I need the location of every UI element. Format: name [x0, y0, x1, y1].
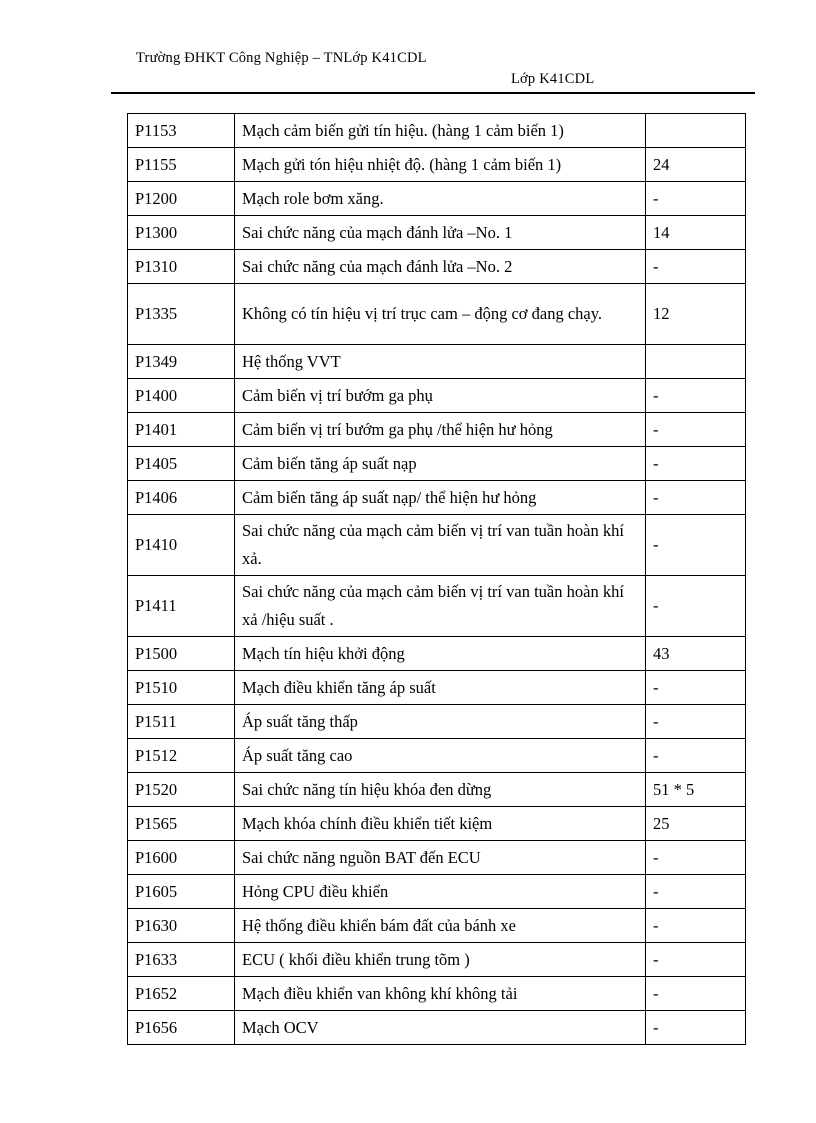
value-cell: - — [646, 379, 746, 413]
table-row — [128, 705, 746, 739]
description-cell: Áp suất tăng thấp — [235, 705, 646, 739]
code-cell: P1411 — [128, 576, 235, 637]
code-cell: P1410 — [128, 515, 235, 576]
value-cell: 25 — [646, 807, 746, 841]
code-cell: P1310 — [128, 250, 235, 284]
table-row — [128, 739, 746, 773]
description-cell: Cảm biến tăng áp suất nạp/ thể hiện hư hỏng — [235, 481, 646, 515]
header-left-text: Trường ĐHKT Công Nghiệp – TNLớp K41CDL — [136, 50, 427, 66]
code-cell: P1200 — [128, 182, 235, 216]
table-row — [128, 216, 746, 250]
description-cell: Cảm biến vị trí bướm ga phụ /thể hiện hư hỏng — [235, 413, 646, 447]
value-cell: - — [646, 250, 746, 284]
code-cell: P1510 — [128, 671, 235, 705]
value-cell: - — [646, 739, 746, 773]
table-row — [128, 284, 746, 345]
table-row — [128, 1011, 746, 1045]
error-code-table-body — [128, 114, 746, 1045]
description-cell: Mạch tín hiệu khởi động — [235, 637, 646, 671]
code-cell: P1600 — [128, 841, 235, 875]
table-row — [128, 773, 746, 807]
description-cell: Hệ thống VVT — [235, 345, 646, 379]
value-cell: - — [646, 977, 746, 1011]
value-cell: - — [646, 841, 746, 875]
description-cell: Cảm biến vị trí bướm ga phụ — [235, 379, 646, 413]
description-cell: Không có tín hiệu vị trí trục cam – động cơ đang chạy. — [235, 284, 646, 345]
description-cell: Sai chức năng của mạch cảm biến vị trí van tuần hoàn khí xả. — [235, 515, 646, 576]
code-cell: P1401 — [128, 413, 235, 447]
description-cell: Mạch gửi tón hiệu nhiệt độ. (hàng 1 cảm biến 1) — [235, 148, 646, 182]
table-row — [128, 481, 746, 515]
value-cell: - — [646, 413, 746, 447]
description-cell: ECU ( khối điều khiển trung tõm ) — [235, 943, 646, 977]
code-cell: P1155 — [128, 148, 235, 182]
description-cell: Mạch điều khiển tăng áp suất — [235, 671, 646, 705]
value-cell: - — [646, 705, 746, 739]
table-row — [128, 182, 746, 216]
value-cell: - — [646, 943, 746, 977]
description-cell: Mạch điều khiển van không khí không tải — [235, 977, 646, 1011]
header-right-text: Lớp K41CDL — [511, 71, 595, 87]
value-cell: 24 — [646, 148, 746, 182]
value-cell: - — [646, 576, 746, 637]
value-cell: - — [646, 182, 746, 216]
table-row — [128, 345, 746, 379]
description-cell: Sai chức năng tín hiệu khóa đen dừng — [235, 773, 646, 807]
value-cell — [646, 345, 746, 379]
description-cell: Hệ thống điều khiển bám đất của bánh xe — [235, 909, 646, 943]
table-row — [128, 447, 746, 481]
code-cell: P1349 — [128, 345, 235, 379]
description-cell: Mạch khóa chính điều khiển tiết kiệm — [235, 807, 646, 841]
value-cell: - — [646, 515, 746, 576]
table-row — [128, 379, 746, 413]
description-cell: Mạch cảm biến gửi tín hiệu. (hàng 1 cảm biến 1) — [235, 114, 646, 148]
code-cell: P1153 — [128, 114, 235, 148]
code-cell: P1300 — [128, 216, 235, 250]
table-row — [128, 515, 746, 576]
description-cell: Sai chức năng của mạch đánh lửa –No. 1 — [235, 216, 646, 250]
code-cell: P1500 — [128, 637, 235, 671]
code-cell: P1605 — [128, 875, 235, 909]
table-row — [128, 413, 746, 447]
code-cell: P1633 — [128, 943, 235, 977]
value-cell: 43 — [646, 637, 746, 671]
code-cell: P1335 — [128, 284, 235, 345]
code-cell: P1400 — [128, 379, 235, 413]
table-row — [128, 807, 746, 841]
table-row — [128, 671, 746, 705]
code-cell: P1630 — [128, 909, 235, 943]
description-cell: Mạch OCV — [235, 1011, 646, 1045]
code-cell: P1406 — [128, 481, 235, 515]
value-cell: - — [646, 447, 746, 481]
description-cell: Sai chức năng của mạch cảm biến vị trí van tuần hoàn khí xả /hiệu suất . — [235, 576, 646, 637]
description-cell: Sai chức năng của mạch đánh lửa –No. 2 — [235, 250, 646, 284]
value-cell: - — [646, 875, 746, 909]
table-row — [128, 148, 746, 182]
code-cell: P1511 — [128, 705, 235, 739]
table-row — [128, 943, 746, 977]
table-row — [128, 114, 746, 148]
table-row — [128, 841, 746, 875]
table-row — [128, 875, 746, 909]
description-cell: Hỏng CPU điều khiển — [235, 875, 646, 909]
value-cell: - — [646, 481, 746, 515]
code-cell: P1512 — [128, 739, 235, 773]
value-cell: - — [646, 909, 746, 943]
description-cell: Sai chức năng nguồn BAT đến ECU — [235, 841, 646, 875]
value-cell: 14 — [646, 216, 746, 250]
value-cell: - — [646, 671, 746, 705]
table-row — [128, 250, 746, 284]
code-cell: P1656 — [128, 1011, 235, 1045]
value-cell: 12 — [646, 284, 746, 345]
value-cell: - — [646, 1011, 746, 1045]
code-cell: P1520 — [128, 773, 235, 807]
header-divider — [111, 92, 755, 94]
error-code-table — [127, 113, 746, 1045]
description-cell: Cảm biến tăng áp suất nạp — [235, 447, 646, 481]
code-cell: P1565 — [128, 807, 235, 841]
value-cell — [646, 114, 746, 148]
code-cell: P1405 — [128, 447, 235, 481]
code-cell: P1652 — [128, 977, 235, 1011]
description-cell: Áp suất tăng cao — [235, 739, 646, 773]
table-row — [128, 576, 746, 637]
table-row — [128, 909, 746, 943]
description-cell: Mạch role bơm xăng. — [235, 182, 646, 216]
table-row — [128, 637, 746, 671]
table-row — [128, 977, 746, 1011]
value-cell: 51 * 5 — [646, 773, 746, 807]
